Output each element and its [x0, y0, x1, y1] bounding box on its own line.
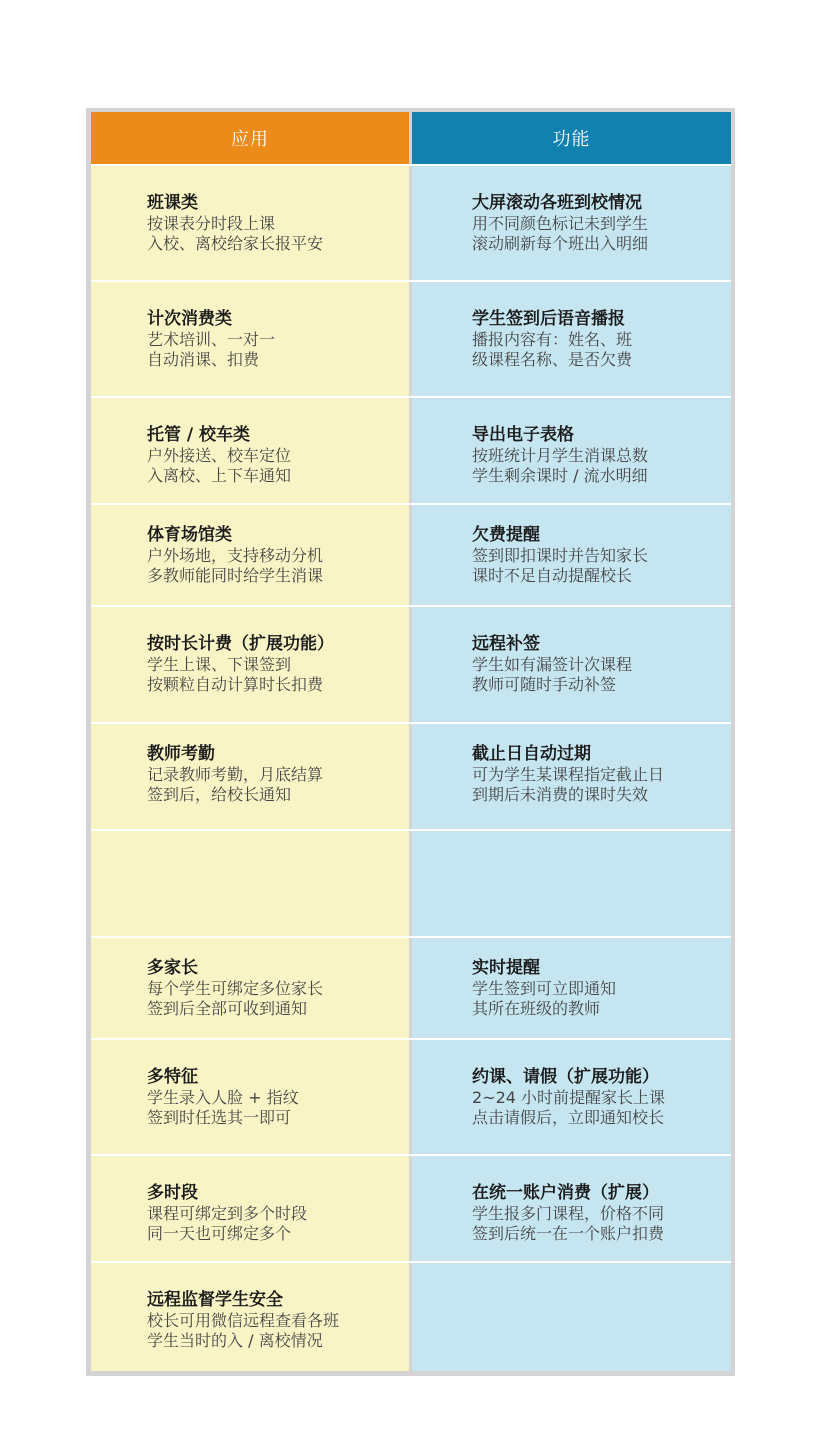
- app-title: 远程监督学生安全: [147, 1290, 283, 1310]
- app-title: 教师考勤: [147, 744, 215, 764]
- app-cell: [91, 724, 409, 829]
- app-cell: [91, 607, 409, 722]
- app-cell: [91, 1263, 409, 1371]
- table-row: [91, 1038, 731, 1154]
- function-desc: 教师可随时手动补签: [472, 675, 617, 694]
- function-desc: 学生签到可立即通知: [472, 979, 617, 998]
- app-desc: 记录教师考勤，月底结算: [147, 765, 324, 784]
- app-desc: 学生录入人脸 + 指纹: [147, 1088, 299, 1107]
- table-row: [91, 164, 731, 280]
- header-function: 功能: [412, 112, 731, 164]
- function-title: 截止日自动过期: [472, 744, 591, 764]
- header-app: 应用: [91, 112, 409, 164]
- function-title: 约课、请假（扩展功能）: [472, 1067, 659, 1087]
- app-desc: 户外场地，支持移动分机: [147, 546, 324, 565]
- app-cell: [91, 831, 409, 936]
- table-header: [91, 112, 731, 164]
- app-desc: 按课表分时段上课: [147, 214, 276, 233]
- app-desc: 签到后，给校长通知: [147, 785, 292, 804]
- function-desc: 签到后统一在一个账户扣费: [472, 1224, 665, 1243]
- function-cell: [412, 607, 731, 722]
- function-cell: [412, 505, 731, 605]
- app-desc: 学生当时的入 / 离校情况: [147, 1331, 323, 1350]
- app-cell: [91, 166, 409, 280]
- table-row: [91, 1261, 731, 1371]
- function-cell: [412, 1156, 731, 1261]
- function-desc: 其所在班级的教师: [472, 999, 601, 1018]
- app-title: 多特征: [147, 1067, 198, 1087]
- function-cell: [412, 398, 731, 503]
- function-cell: [412, 1263, 731, 1371]
- table-row: [91, 280, 731, 396]
- function-title: 在统一账户消费（扩展）: [472, 1183, 659, 1203]
- function-desc: 滚动刷新每个班出入明细: [472, 234, 649, 253]
- function-desc: 到期后未消费的课时失效: [472, 785, 649, 804]
- app-title: 按时长计费（扩展功能）: [147, 634, 334, 654]
- app-desc: 签到时任选其一即可: [147, 1108, 292, 1127]
- function-desc: 学生剩余课时 / 流水明细: [472, 466, 648, 485]
- app-title: 托管 / 校车类: [147, 425, 251, 445]
- app-desc: 艺术培训、一对一: [147, 330, 276, 349]
- app-cell: [91, 938, 409, 1038]
- function-title: 远程补签: [472, 634, 540, 654]
- table-row: [91, 1154, 731, 1261]
- app-desc: 课程可绑定到多个时段: [147, 1204, 308, 1223]
- table-row: [91, 722, 731, 829]
- app-cell: [91, 398, 409, 503]
- app-desc: 自动消课、扣费: [147, 350, 260, 369]
- app-title: 多时段: [147, 1183, 198, 1203]
- table-row: [91, 503, 731, 605]
- app-cell: [91, 1156, 409, 1261]
- function-title: 导出电子表格: [472, 425, 574, 445]
- function-title: 实时提醒: [472, 958, 540, 978]
- function-desc: 级课程名称、是否欠费: [472, 350, 633, 369]
- function-desc: 可为学生某课程指定截止日: [472, 765, 665, 784]
- table-row: [91, 936, 731, 1038]
- function-desc: 点击请假后，立即通知校长: [472, 1108, 665, 1127]
- function-cell: [412, 724, 731, 829]
- app-cell: [91, 1040, 409, 1154]
- function-desc: 学生报多门课程，价格不同: [472, 1204, 665, 1223]
- function-title: 欠费提醒: [472, 525, 540, 545]
- app-title: 多家长: [147, 958, 198, 978]
- function-cell: [412, 166, 731, 280]
- app-cell: [91, 282, 409, 396]
- app-title: 班课类: [147, 193, 198, 213]
- app-desc: 学生上课、下课签到: [147, 655, 292, 674]
- function-desc: 播报内容有：姓名、班: [472, 330, 633, 349]
- function-cell: [412, 1040, 731, 1154]
- function-desc: 签到即扣课时并告知家长: [472, 546, 649, 565]
- function-title: 学生签到后语音播报: [472, 309, 625, 329]
- table-row: [91, 829, 731, 936]
- app-desc: 多教师能同时给学生消课: [147, 566, 324, 585]
- app-title: 体育场馆类: [147, 525, 232, 545]
- app-title: 计次消费类: [147, 309, 232, 329]
- feature-table: [91, 112, 731, 1371]
- app-desc: 校长可用微信远程查看各班: [147, 1311, 340, 1330]
- app-desc: 入离校、上下车通知: [147, 466, 292, 485]
- function-cell: [412, 831, 731, 936]
- function-desc: 课时不足自动提醒校长: [472, 566, 633, 585]
- app-desc: 户外接送、校车定位: [147, 446, 292, 465]
- app-desc: 签到后全部可收到通知: [147, 999, 308, 1018]
- function-desc: 2~24 小时前提醒家长上课: [472, 1088, 666, 1107]
- app-desc: 按颗粒自动计算时长扣费: [147, 675, 324, 694]
- function-cell: [412, 282, 731, 396]
- app-desc: 每个学生可绑定多位家长: [147, 979, 324, 998]
- function-desc: 学生如有漏签计次课程: [472, 655, 633, 674]
- function-title: 大屏滚动各班到校情况: [472, 193, 642, 213]
- function-desc: 用不同颜色标记未到学生: [472, 214, 649, 233]
- app-desc: 同一天也可绑定多个: [147, 1224, 292, 1243]
- app-cell: [91, 505, 409, 605]
- function-cell: [412, 938, 731, 1038]
- table-row: [91, 605, 731, 722]
- function-desc: 按班统计月学生消课总数: [472, 446, 649, 465]
- table-row: [91, 396, 731, 503]
- app-desc: 入校、离校给家长报平安: [147, 234, 324, 253]
